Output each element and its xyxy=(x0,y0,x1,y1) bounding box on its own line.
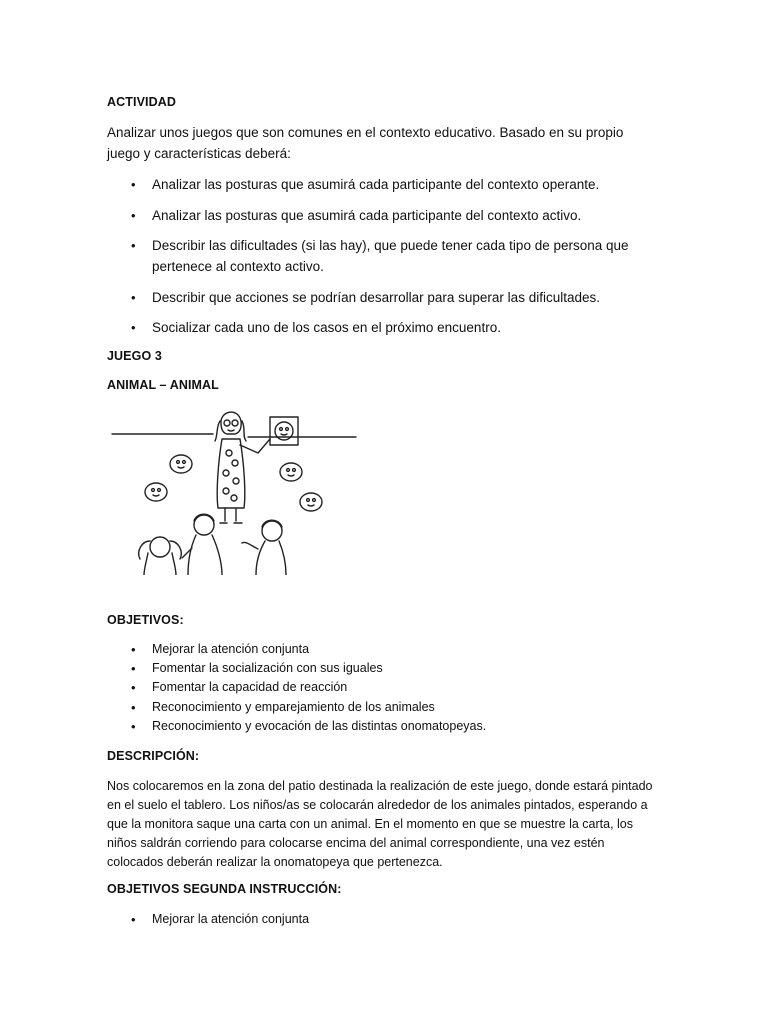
child-boy-2 xyxy=(242,520,286,575)
game-illustration xyxy=(108,403,358,575)
list-item: • Describir las dificultades (si las hay), que puede tener cada tipo de persona que pertenece al contexto activo. xyxy=(107,235,642,277)
juego-subheading: ANIMAL – ANIMAL xyxy=(107,378,219,392)
descripcion-text: Nos colocaremos en la zona del patio destinada la realización de este juego, donde estará pintado en el suelo el tablero. Los niños/as se colocarán alrededor de los animales pintados, esperando a que la monitora saque una carta con un animal. En el momento en que se muestre la carta, los niños saldrán corriendo para colocarse encima del animal correspondiente, una vez estén colocados deberán realizar la onomatopeya que pertenezca. xyxy=(107,779,653,869)
animal-circle-3 xyxy=(280,463,302,481)
list-item: • Reconocimiento y emparejamiento de los animales xyxy=(107,698,486,717)
animal-card xyxy=(270,417,298,445)
objetivos-list xyxy=(107,640,486,736)
bullet-icon: • xyxy=(131,642,136,657)
list-item: • Mejorar la atención conjunta xyxy=(107,640,486,659)
list-item: • Reconocimiento y evocación de las distintas onomatopeyas. xyxy=(107,717,486,736)
juego-heading: JUEGO 3 xyxy=(107,349,162,363)
list-item: • Fomentar la socialización con sus iguales xyxy=(107,659,486,678)
child-girl xyxy=(139,537,182,575)
list-item: • Mejorar la atención conjunta xyxy=(107,910,309,929)
bullet-icon: • xyxy=(131,718,136,734)
bullet-icon: • xyxy=(131,912,136,927)
bullet-icon: • xyxy=(131,289,136,305)
animal-circle-2 xyxy=(145,483,167,501)
actividad-heading: ACTIVIDAD xyxy=(107,95,176,109)
list-item: • Analizar las posturas que asumirá cada participante del contexto activo. xyxy=(107,205,642,226)
list-item: • Socializar cada uno de los casos en el próximo encuentro. xyxy=(107,317,642,338)
objetivos-heading: OBJETIVOS: xyxy=(107,613,184,627)
bullet-icon: • xyxy=(131,238,136,253)
bullet-icon: • xyxy=(131,320,136,335)
animal-circle-1 xyxy=(170,455,192,473)
bullet-icon: • xyxy=(131,699,136,715)
list-item: • Analizar las posturas que asumirá cada participante del contexto operante. xyxy=(107,174,642,195)
segunda-heading: OBJETIVOS SEGUNDA INSTRUCCIÓN: xyxy=(107,882,342,896)
child-boy-1 xyxy=(182,514,222,575)
bullet-icon: • xyxy=(131,177,136,192)
list-item: • Fomentar la capacidad de reacción xyxy=(107,678,486,697)
bullet-icon: • xyxy=(131,680,136,696)
teacher-figure xyxy=(215,412,270,523)
descripcion-heading: DESCRIPCIÓN: xyxy=(107,749,200,763)
list-item: • Describir que acciones se podrían desarrollar para superar las dificultades. xyxy=(107,287,642,308)
actividad-intro: Analizar unos juegos que son comunes en el contexto educativo. Basado en su propio juego y características deberá: xyxy=(107,125,624,161)
bullet-icon: • xyxy=(131,207,136,223)
animal-circle-4 xyxy=(300,493,322,511)
bullet-icon: • xyxy=(131,661,136,677)
actividad-bullet-list xyxy=(107,174,642,348)
segunda-list xyxy=(107,910,309,929)
